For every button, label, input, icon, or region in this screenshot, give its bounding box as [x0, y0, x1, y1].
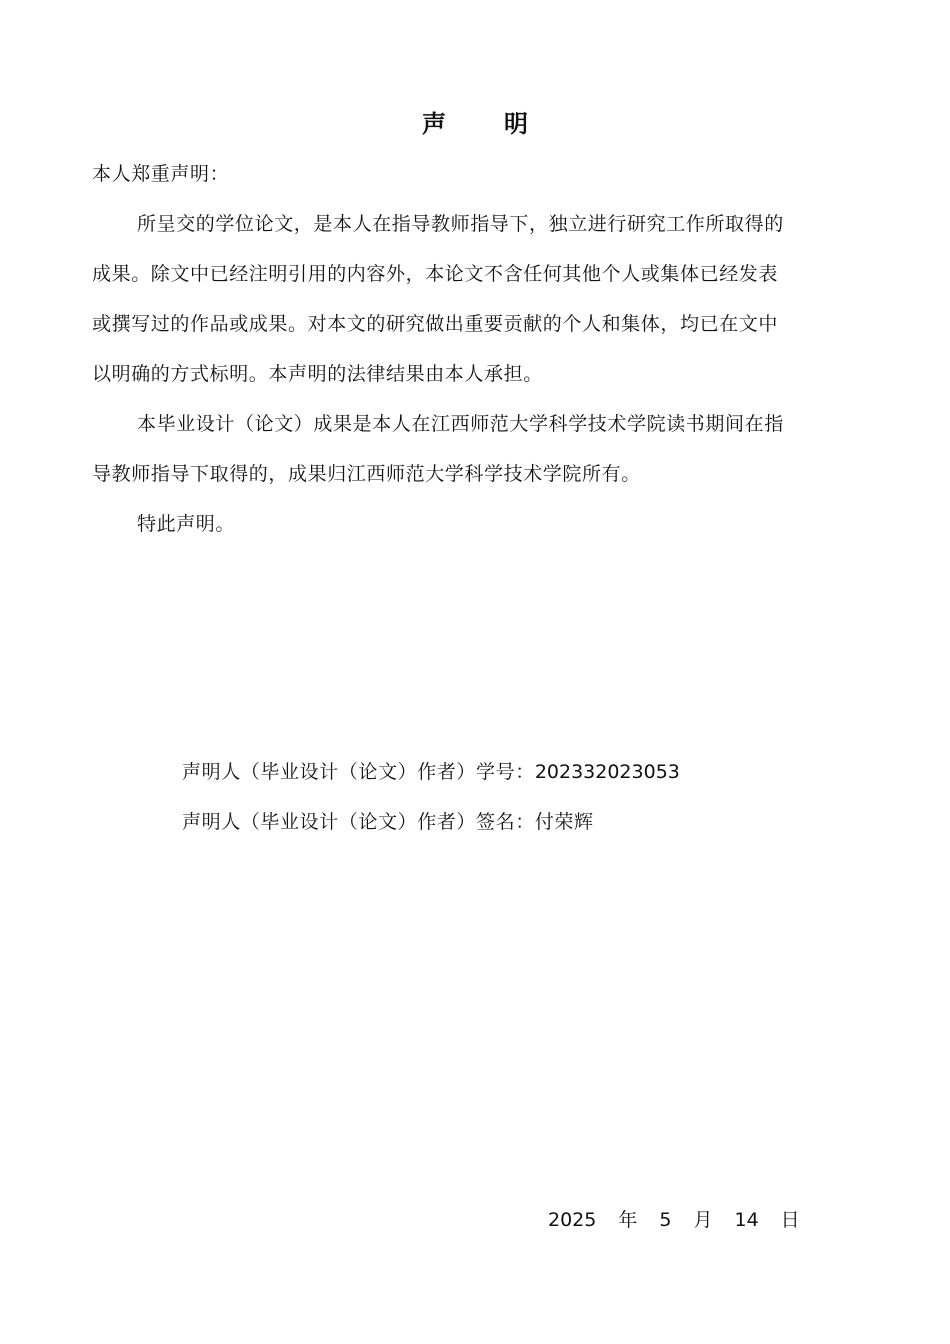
- para1-line-1: 所呈交的学位论文，是本人在指导教师指导下，独立进行研究工作所取得的: [137, 213, 784, 235]
- date-year: 2025: [548, 1209, 597, 1231]
- student-id-label: 声明人（毕业设计（论文）作者）学号：: [182, 761, 535, 783]
- page-title: [0, 104, 950, 139]
- date-month-char: 月: [693, 1209, 713, 1231]
- signature-label: 声明人（毕业设计（论文）作者）签名：: [182, 811, 535, 833]
- signature-name: 付荣辉: [534, 811, 594, 833]
- opening-line: 本人郑重声明：: [92, 163, 230, 185]
- date-year-char: 年: [618, 1209, 638, 1231]
- date-day-char: 日: [780, 1209, 800, 1231]
- student-id-value: 202332023053: [534, 761, 680, 783]
- signature-line: [182, 809, 594, 835]
- para2-line-1: 本毕业设计（论文）成果是本人在江西师范大学科学技术学院读书期间在指: [137, 413, 784, 435]
- para1-line-4: 以明确的方式标明。本声明的法律结果由本人承担。: [92, 363, 543, 385]
- title-char-left: 声: [422, 110, 446, 138]
- date-month: 5: [659, 1209, 672, 1231]
- student-id-line: [182, 759, 680, 785]
- title-char-right: 明: [504, 110, 528, 138]
- para2-line-2: 导教师指导下取得的，成果归江西师范大学科学技术学院所有。: [92, 463, 641, 485]
- para1-line-2: 成果。除文中已经注明引用的内容外，本论文不含任何其他个人或集体已经发表: [92, 263, 779, 285]
- date-day: 14: [734, 1209, 759, 1231]
- para1-line-3: 或撰写过的作品或成果。对本文的研究做出重要贡献的个人和集体，均已在文中: [92, 313, 779, 335]
- date-line: [548, 1207, 800, 1233]
- closing-line: 特此声明。: [137, 513, 236, 535]
